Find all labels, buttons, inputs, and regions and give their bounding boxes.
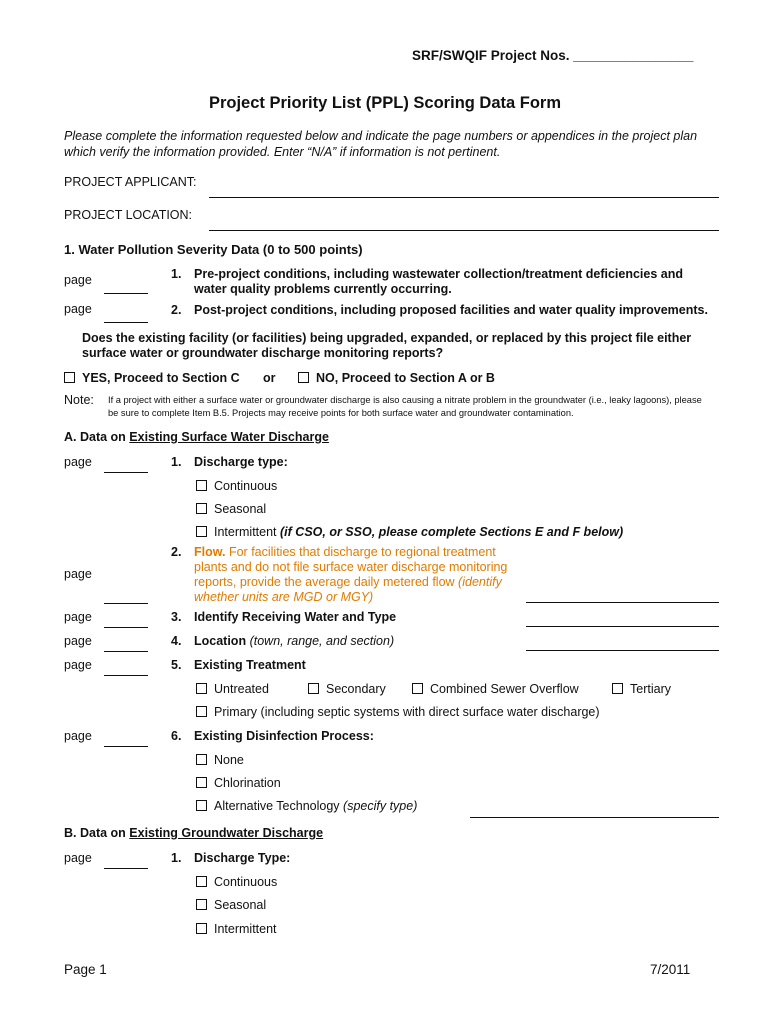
page-label: page: [64, 273, 92, 287]
option-continuous[interactable]: Continuous: [196, 479, 277, 493]
checkbox-icon[interactable]: [612, 683, 623, 694]
checkbox-icon[interactable]: [196, 526, 207, 537]
option-intermittent[interactable]: Intermittent (if CSO, or SSO, please complete Sections E and F below): [196, 525, 623, 539]
page-label: page: [64, 851, 92, 865]
page-label: page: [64, 455, 92, 469]
checkbox-icon[interactable]: [196, 777, 207, 788]
item-number: 3.: [171, 610, 182, 624]
option-tertiary[interactable]: Tertiary: [612, 682, 671, 696]
checkbox-icon[interactable]: [196, 706, 207, 717]
applicant-field[interactable]: [209, 197, 719, 198]
discharge-type-label: Discharge type:: [194, 455, 288, 469]
existing-treatment-label: Existing Treatment: [194, 658, 306, 672]
section1-heading: 1. Water Pollution Severity Data (0 to 500 points): [64, 242, 363, 257]
page-label: page: [64, 610, 92, 624]
option-seasonal[interactable]: Seasonal: [196, 502, 266, 516]
checkbox-icon[interactable]: [196, 480, 207, 491]
option-alternative-technology[interactable]: Alternative Technology (specify type): [196, 799, 417, 813]
page-number-field[interactable]: [104, 603, 148, 604]
checkbox-icon[interactable]: [196, 923, 207, 934]
page-label: page: [64, 634, 92, 648]
option-untreated[interactable]: Untreated: [196, 682, 269, 696]
receiving-water-label: Identify Receiving Water and Type: [194, 610, 397, 624]
page-number-field[interactable]: [104, 322, 148, 323]
location-item-field[interactable]: [526, 650, 719, 651]
disinfection-label: Existing Disinfection Process:: [194, 729, 374, 743]
alternative-technology-field[interactable]: [470, 817, 719, 818]
option-seasonal[interactable]: Seasonal: [196, 898, 266, 912]
checkbox-icon[interactable]: [196, 683, 207, 694]
yes-option[interactable]: YES, Proceed to Section C: [64, 371, 240, 385]
page-number-field[interactable]: [104, 293, 148, 294]
option-intermittent[interactable]: Intermittent: [196, 922, 277, 936]
flow-instructions: Flow. For facilities that discharge to regional treatment plants and do not file surface water discharge monitoring reports, provide the average daily metered flow (identify whether units are MGD or MGY): [194, 545, 508, 604]
no-option[interactable]: NO, Proceed to Section A or B: [298, 371, 495, 385]
page-label: page: [64, 658, 92, 672]
option-none[interactable]: None: [196, 753, 244, 767]
page-number-field[interactable]: [104, 868, 148, 869]
item-number: 4.: [171, 634, 182, 648]
page-label: page: [64, 729, 92, 743]
item-number: 1.: [171, 851, 182, 865]
option-secondary[interactable]: Secondary: [308, 682, 386, 696]
item-number: 6.: [171, 729, 182, 743]
groundwater-discharge-type-label: Discharge Type:: [194, 851, 291, 865]
page-number-field[interactable]: [104, 627, 148, 628]
checkbox-icon[interactable]: [196, 899, 207, 910]
pre-project-conditions: Pre-project conditions, including wastewater collection/treatment deficiencies and water quality problems currently occurring.: [194, 267, 683, 296]
location-item-label: Location (town, range, and section): [194, 634, 395, 648]
option-combined-sewer-overflow[interactable]: Combined Sewer Overflow: [412, 682, 579, 696]
page-number-field[interactable]: [104, 675, 148, 676]
or-label: or: [263, 371, 276, 385]
item-number: 1.: [171, 455, 182, 469]
item-number: 5.: [171, 658, 182, 672]
checkbox-icon[interactable]: [64, 372, 75, 383]
page-label: page: [64, 567, 92, 581]
option-primary[interactable]: Primary (including septic systems with direct surface water discharge): [196, 705, 600, 719]
checkbox-icon[interactable]: [196, 503, 207, 514]
page-title: Project Priority List (PPL) Scoring Data Form: [208, 94, 562, 112]
footer-date: 7/2011: [650, 962, 691, 977]
sectionB-heading: B. Data on Existing Groundwater Discharge: [64, 826, 324, 840]
checkbox-icon[interactable]: [308, 683, 319, 694]
checkbox-icon[interactable]: [298, 372, 309, 383]
note-label: Note:: [64, 393, 94, 407]
page-number-field[interactable]: [104, 651, 148, 652]
option-continuous[interactable]: Continuous: [196, 875, 277, 889]
page-number-field[interactable]: [104, 746, 148, 747]
flow-field[interactable]: [526, 602, 719, 603]
note-text: If a project with either a surface water or groundwater discharge is also causing a nitrate problem in the groundwater (i.e., leaky lagoons), please be sure to complete Item B.5. Projects may receive points for both surface water and groundwater contamination.: [108, 395, 702, 418]
sectionA-heading: A. Data on Existing Surface Water Discharge: [64, 430, 329, 444]
footer-page-number: Page 1: [64, 962, 107, 977]
location-label: PROJECT LOCATION:: [64, 208, 193, 222]
page-label: page: [64, 302, 92, 316]
discharge-question: Does the existing facility (or facilities) being upgraded, expanded, or replaced by this project file either surface water or groundwater discharge monitoring reports?: [82, 331, 692, 360]
checkbox-icon[interactable]: [196, 876, 207, 887]
receiving-water-field[interactable]: [526, 626, 719, 627]
page-number-field[interactable]: [104, 472, 148, 473]
item-number: 2.: [171, 545, 182, 559]
location-field[interactable]: [209, 230, 719, 231]
applicant-label: PROJECT APPLICANT:: [64, 175, 197, 189]
project-nos-label: SRF/SWQIF Project Nos. ________________: [412, 48, 694, 63]
post-project-conditions: Post-project conditions, including proposed facilities and water quality improvements.: [194, 303, 708, 317]
item-number: 2.: [171, 303, 182, 317]
checkbox-icon[interactable]: [196, 800, 207, 811]
item-number: 1.: [171, 267, 182, 281]
checkbox-icon[interactable]: [412, 683, 423, 694]
checkbox-icon[interactable]: [196, 754, 207, 765]
intro-text: Please complete the information requested below and indicate the page numbers or appendices in the project plan which verify the information provided. Enter “N/A” if information is not pertinent.: [64, 129, 698, 159]
option-chlorination[interactable]: Chlorination: [196, 776, 281, 790]
